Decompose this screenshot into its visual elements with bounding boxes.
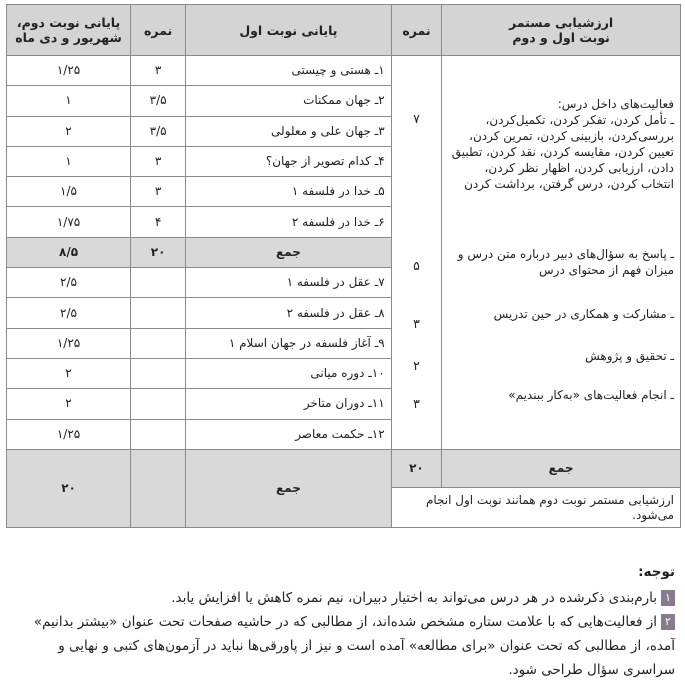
lesson-grade: ۴ [131,207,186,237]
lesson-grade [131,389,186,419]
note-text: بارم‌بندی ذکرشده در هر درس می‌تواند به اختیار دبیران، نیم نمره کاهش یا افزایش یابد. [171,590,657,606]
lesson-label: ۱۲ـ حکمت معاصر [186,419,392,449]
lesson-final: ۲/۵ [7,298,131,328]
header-continuous-grade: نمره [391,5,442,56]
continuous-grade: ۷ [413,111,420,126]
lesson-final: ۲ [7,358,131,388]
continuous-grade: ۲ [413,358,420,373]
lesson-final: ۲ [7,116,131,146]
first-sum-label: جمع [186,237,392,267]
continuous-grade: ۵ [413,258,420,273]
lesson-final: ۱/۷۵ [7,207,131,237]
continuous-item: ـ مشارکت و همکاری در حین تدریس [493,307,674,321]
lesson-grade [131,268,186,298]
continuous-note: ارزشیابی مستمر نوبت دوم همانند نوبت اول انجام می‌شود. [391,488,680,528]
grading-table [6,4,681,528]
lesson-final: ۱/۲۵ [7,419,131,449]
continuous-item: ـ انجام فعالیت‌های «به‌کار ببندیم» [508,388,674,402]
note-item [10,610,675,682]
lesson-label: ۳ـ جهان علی و معلولی [186,116,392,146]
continuous-grades [391,56,442,450]
note-text: از فعالیت‌هایی که با علامت ستاره مشخص شده‌اند، از مطالبی که در حاشیه صفحات تحت عنوان «بیشتر بدانیم» آمده، از مطالبی که تحت عنوان «برای مطالعه» آمده است و نیز از پاورقی‌ها نباید در آزمون‌های کتبی و نهایی و سراسری سؤال طراحی شود. [33,614,675,678]
header-first-grade: نمره [131,5,186,56]
lesson-grade [131,419,186,449]
lesson-grade: ۳ [131,177,186,207]
lesson-grade: ۳ [131,56,186,86]
header-final: پایانی نوبت دوم، شهریور و دی ماه [7,5,131,56]
lesson-label: ۵ـ خدا در فلسفه ۱ [186,177,392,207]
continuous-grade: ۳ [413,396,420,411]
lesson-grade: ۳/۵ [131,116,186,146]
lesson-final: ۲ [7,389,131,419]
lesson-label: ۸ـ عقل در فلسفه ۲ [186,298,392,328]
continuous-grade: ۳ [413,316,420,331]
lesson-final: ۲/۵ [7,268,131,298]
lesson-label: ۹ـ آغاز فلسفه در جهان اسلام ۱ [186,328,392,358]
continuous-sum-grade: ۲۰ [391,450,442,488]
final-sum-empty [131,450,186,528]
note-number-badge: ۱ [661,590,675,606]
lesson-final: ۱ [7,86,131,116]
lesson-grade [131,328,186,358]
lesson-label: ۶ـ خدا در فلسفه ۲ [186,207,392,237]
lesson-label: ۲ـ جهان ممکنات [186,86,392,116]
header-first-term: پایانی نوبت اول [186,5,392,56]
final-sum-value: ۲۰ [7,450,131,528]
first-sum-final: ۸/۵ [7,237,131,267]
lesson-label: ۷ـ عقل در فلسفه ۱ [186,268,392,298]
lesson-final: ۱ [7,146,131,176]
lesson-grade: ۳ [131,146,186,176]
lesson-label: ۱ـ هستی و چیستی [186,56,392,86]
continuous-item: ـ پاسخ به سؤال‌های دبیر درباره متن درس و میزان فهم از محتوای درس [457,247,674,277]
notes-heading: توجه: [638,564,675,580]
notes-section [10,560,675,682]
continuous-sum-label: جمع [442,450,681,488]
first-sum-grade: ۲۰ [131,237,186,267]
continuous-item: فعالیت‌های داخل درس: ـ تأمل کردن، تفکر کردن، تکمیل‌کردن، بررسی‌کردن، بازبینی کردن، تمرین کردن، تعیین کردن، مقایسه کردن، نقد کردن، تطبیق دادن، ارزیابی کردن، اظهار نظر کردن، انتخاب کردن، درس گرفتن، برداشت کردن [451,97,674,191]
continuous-activities [442,56,681,450]
lesson-grade [131,358,186,388]
lesson-grade [131,298,186,328]
lesson-final: ۱/۲۵ [7,328,131,358]
lesson-final: ۱/۲۵ [7,56,131,86]
lesson-label: ۱۱ـ دوران متاخر [186,389,392,419]
note-number-badge: ۲ [661,614,675,630]
header-continuous: ارزشیابی مستمر نوبت اول و دوم [442,5,681,56]
lesson-label: ۴ـ کدام تصویر از جهان؟ [186,146,392,176]
lesson-label: ۱۰ـ دوره میانی [186,358,392,388]
lesson-final: ۱/۵ [7,177,131,207]
final-sum-label: جمع [186,450,392,528]
note-item [10,586,675,610]
lesson-grade: ۳/۵ [131,86,186,116]
continuous-item: ـ تحقیق و پژوهش [585,349,674,363]
